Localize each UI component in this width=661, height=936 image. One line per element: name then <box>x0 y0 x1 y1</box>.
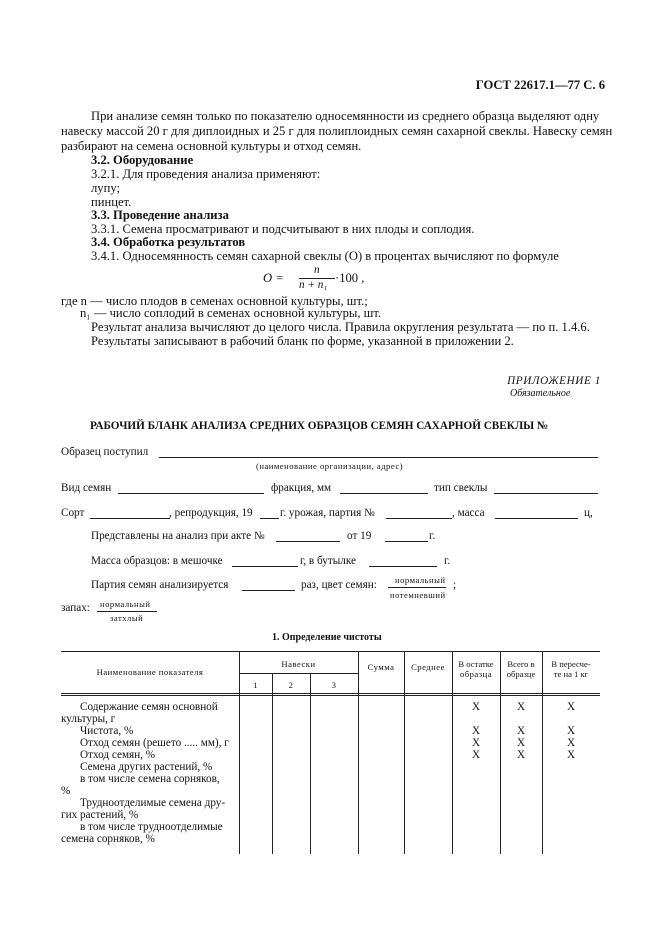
kind-label: Вид семян <box>61 482 112 494</box>
x-mark: X <box>471 749 481 761</box>
x-mark: X <box>566 701 576 713</box>
header-total-line1: Всего в <box>507 659 535 669</box>
mass-blank <box>495 518 578 519</box>
batch-number-blank <box>386 518 452 519</box>
from-year-label: от 19 <box>347 530 372 542</box>
navesk-divider <box>239 673 358 674</box>
header-perkg-line1: В пересче- <box>551 659 591 669</box>
table-row-label: культуры, г <box>61 713 116 725</box>
smell-option-musty: затхлый <box>110 613 144 623</box>
col-divider <box>272 673 273 854</box>
table-row-label: % <box>61 785 71 797</box>
formula-rhs: ·100 , <box>335 271 365 285</box>
paragraph-line: разбирают на семена основной культуры и отход семян. <box>61 139 362 153</box>
color-label: раз, цвет семян: <box>301 579 377 591</box>
list-item: пинцет. <box>91 195 132 209</box>
smell-fraction-bar <box>97 611 157 612</box>
table-row-label: в том числе семена сорняков, <box>80 773 220 785</box>
section-heading: 3.2. Оборудование <box>91 153 194 167</box>
color-semicolon: ; <box>453 579 457 591</box>
formula-lhs: О = <box>263 271 284 285</box>
section-heading: 3.4. Обработка результатов <box>91 235 246 249</box>
header-navesk-1: 1 <box>253 680 258 690</box>
table-title: 1. Определение чистоты <box>272 632 382 643</box>
x-mark: X <box>516 737 526 749</box>
table-row-label: семена сорняков, % <box>61 833 155 845</box>
batch-analyzed-label: Партия семян анализируется <box>91 579 229 591</box>
x-mark: X <box>566 725 576 737</box>
table-top-border <box>61 651 600 652</box>
x-mark: X <box>516 749 526 761</box>
color-fraction-bar <box>388 587 446 588</box>
header-navesk-2: 2 <box>288 680 294 690</box>
header-perkg-line2: те на 1 кг <box>553 669 589 679</box>
reproduction-label: , репродукция, 19 <box>169 507 253 519</box>
col-divider <box>358 651 359 854</box>
header-navesk-3: 3 <box>331 680 337 690</box>
x-mark: X <box>566 737 576 749</box>
paragraph-line: Результаты записывают в рабочий бланк по форме, указанной в приложении 2. <box>91 334 514 348</box>
in-bottle-label: г, в бутылке <box>300 555 356 567</box>
color-option-normal: нормальный <box>395 575 446 585</box>
received-label: Образец поступил <box>61 446 149 458</box>
table-row-label: Чистота, % <box>80 725 134 737</box>
x-mark: X <box>516 725 526 737</box>
received-hint: (наименование организации, адрес) <box>256 461 404 471</box>
form-title: РАБОЧИЙ БЛАНК АНАЛИЗА СРЕДНИХ ОБРАЗЦОВ СЕМЯН САХАРНОЙ СВЕКЛЫ № <box>90 420 549 432</box>
smell-option-normal: нормальный <box>100 599 151 609</box>
header-rest-line1: В остатке <box>458 659 494 669</box>
paragraph-line: 3.3.1. Семена просматривают и подсчитывают в них плоды и соплодия. <box>91 222 475 236</box>
paragraph-line: 3.2.1. Для проведения анализа применяют: <box>91 167 321 181</box>
table-row-label: в том числе трудноотделимые <box>80 821 223 833</box>
year-blank <box>260 518 279 519</box>
definition-line: где n — число плодов в семенах основной культуры, шт.; <box>61 294 368 308</box>
table-row-label: Содержание семян основной <box>80 701 218 713</box>
smell-label: запах: <box>61 602 90 614</box>
table-header-bottom-2 <box>61 695 600 696</box>
x-mark: X <box>471 725 481 737</box>
table-row-label: Семена других растений, % <box>80 761 213 773</box>
x-mark: X <box>516 701 526 713</box>
paragraph-line: Результат анализа вычисляют до целого числа. Правила округления результата — по п. 1.4.6. <box>91 320 590 334</box>
header-rest-line2: образца <box>459 669 493 679</box>
paragraph-line: навеску массой 20 г для диплоидных и 25 г для полиплоидных семян сахарной свеклы. Навеску семян <box>61 124 613 138</box>
col-divider <box>310 673 311 854</box>
formula-denominator: n + n₁ <box>299 279 328 291</box>
header-total-line2: образце <box>506 669 536 679</box>
list-item: лупу; <box>91 181 120 195</box>
x-mark: X <box>566 749 576 761</box>
table-row-label: гих растений, % <box>61 809 139 821</box>
bottle-mass-suffix: г. <box>444 555 451 567</box>
paragraph-line: 3.4.1. Односемянность семян сахарной свеклы (О) в процентах вычисляют по формуле <box>91 249 559 263</box>
beet-type-blank <box>494 493 598 494</box>
appendix-label: ПРИЛОЖЕНИЕ 1 <box>507 375 601 387</box>
definition-line: n₁ — число соплодий в семенах основной культуры, шт. <box>80 306 382 320</box>
table-row-label: Отход семян (решето ..... мм), г <box>80 737 229 749</box>
fraction-label: фракция, мм <box>271 482 332 494</box>
act-year-blank <box>385 541 428 542</box>
harvest-label: г. урожая, партия № <box>280 507 375 519</box>
samples-mass-label: Масса образцов: в мешочке <box>91 555 223 567</box>
table-header-bottom-1 <box>61 693 600 694</box>
header-indicator-name: Наименование показателя <box>96 667 204 677</box>
document-reference: ГОСТ 22617.1—77 С. 6 <box>475 78 605 92</box>
times-blank <box>242 590 295 591</box>
kind-blank <box>118 493 264 494</box>
variety-blank <box>90 518 170 519</box>
color-option-darkened: потемневший <box>390 590 446 600</box>
section-heading: 3.3. Проведение анализа <box>91 208 229 222</box>
mass-unit: ц, <box>584 507 593 519</box>
paragraph-line: При анализе семян только по показателю односемянности из среднего образца выделяют одну <box>91 109 600 123</box>
fraction-blank <box>340 493 428 494</box>
header-average: Среднее <box>411 662 445 672</box>
bottle-mass-blank <box>369 566 437 567</box>
bag-mass-blank <box>232 566 298 567</box>
table-row-label: Трудноотделимые семена дру- <box>80 797 226 809</box>
table-row-label: Отход семян, % <box>80 749 156 761</box>
header-navesk: Навески <box>281 659 316 669</box>
appendix-status: Обязательное <box>510 388 571 399</box>
header-sum: Сумма <box>367 662 395 672</box>
received-blank <box>159 457 598 458</box>
beet-type-label: тип свеклы <box>434 482 488 494</box>
act-year-suffix: г. <box>429 530 436 542</box>
col-divider <box>404 651 405 854</box>
x-mark: X <box>471 701 481 713</box>
submitted-label: Представлены на анализ при акте № <box>91 530 265 542</box>
act-number-blank <box>276 541 340 542</box>
formula-numerator: n <box>314 264 320 276</box>
mass-label: , масса <box>452 507 485 519</box>
x-mark: X <box>471 737 481 749</box>
variety-label: Сорт <box>61 507 85 519</box>
